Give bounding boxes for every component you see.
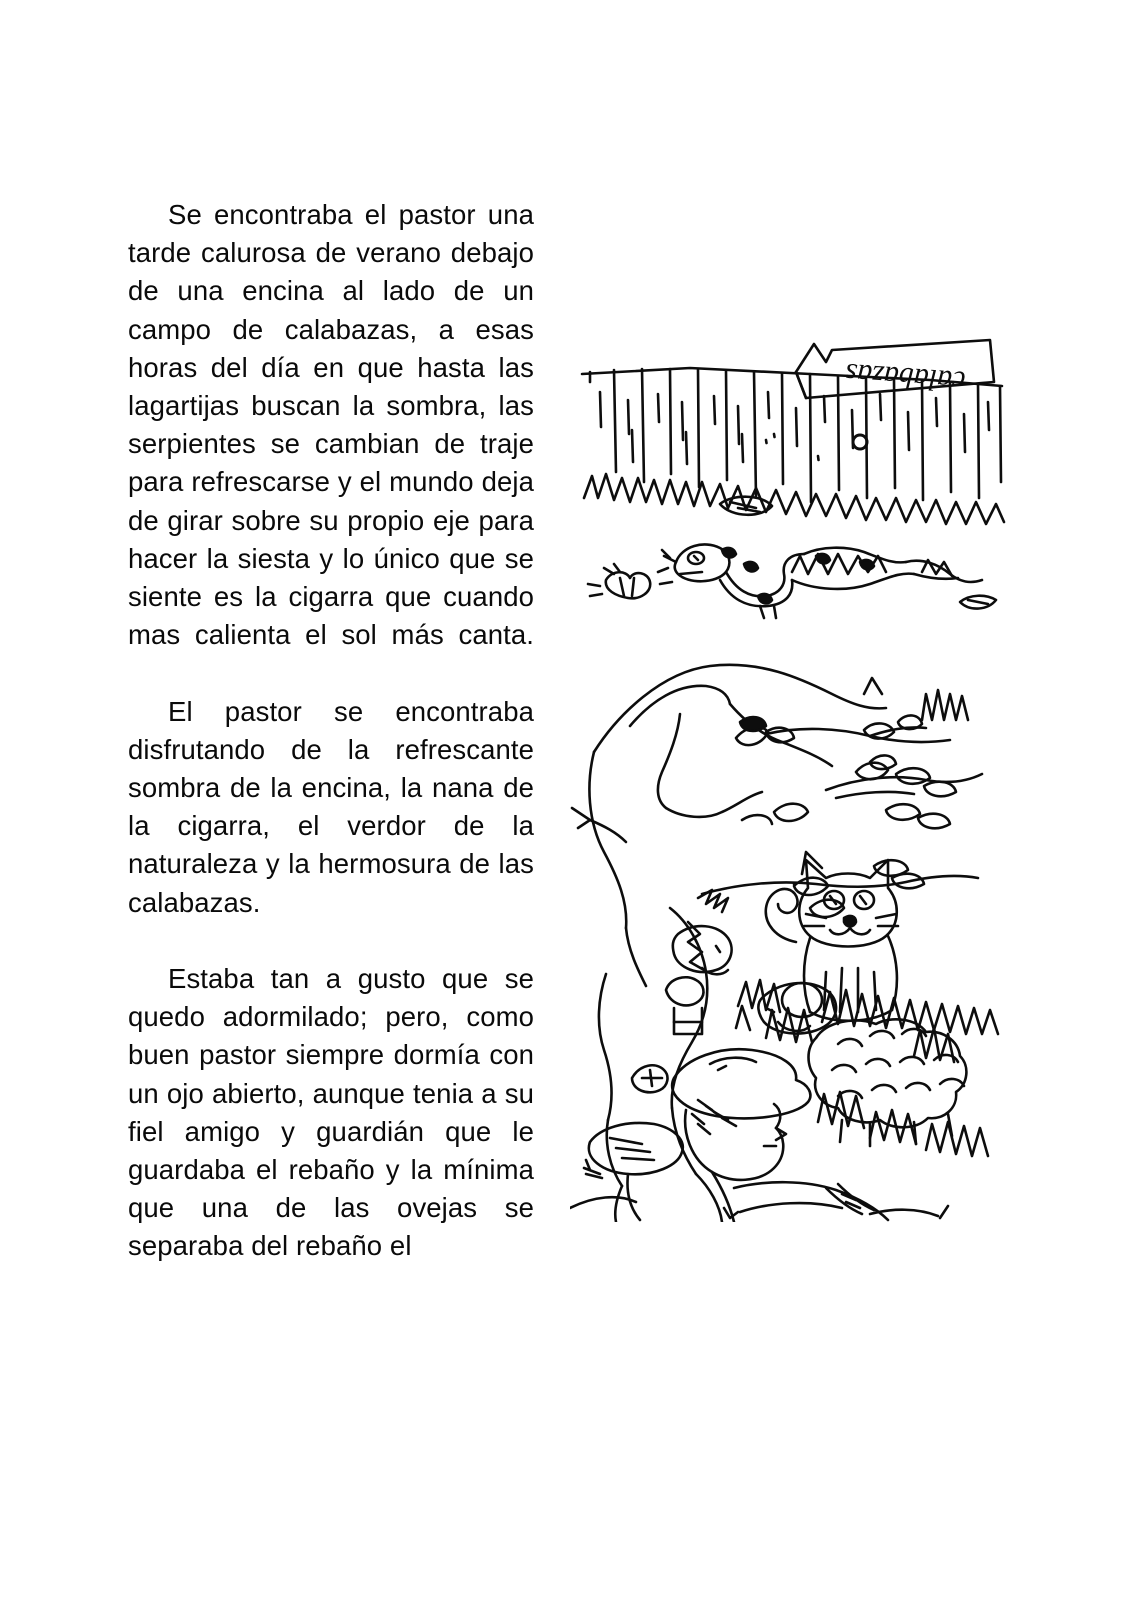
tree-branches-with-leaves [572,678,982,917]
insect [588,564,672,598]
grass-lower-right [736,990,998,1156]
story-illustration [570,322,1010,1222]
paragraph-1: Se encontraba el pastor una tarde calurosa de verano debajo de una encina al lado de un campo de calabazas, a esas horas del día en que hasta las lagartijas buscan la sombra, las serpientes se cambian de traje para refrescarse y el mundo deja de girar sobre su propio eje para hacer la siesta y lo único que se siente es la cigarra que cuando mas calienta el sol más canta. [128,199,534,651]
sleeping-shepherd [570,1049,948,1222]
paragraph-2: El pastor se encontraba disfrutando de la refrescante sombra de la encina, la nana de la cigarra, el verdor de la naturaleza y la hermosura de las calabazas. [128,695,534,918]
grass-row-fence [584,474,1004,524]
sign-text: calabazas [844,356,967,399]
paragraph-3: Estaba tan a gusto que se quedo adormilado; pero, como buen pastor siempre dormía con un ojo abierto, aunque tenia a su fiel amigo y guardián que le guardaba el rebaño y la mínima que una de las ovejas se separaba del rebaño el [128,963,534,1262]
lizard [662,544,996,618]
shepherd-hat [672,1049,810,1118]
story-text-column [128,196,534,1266]
